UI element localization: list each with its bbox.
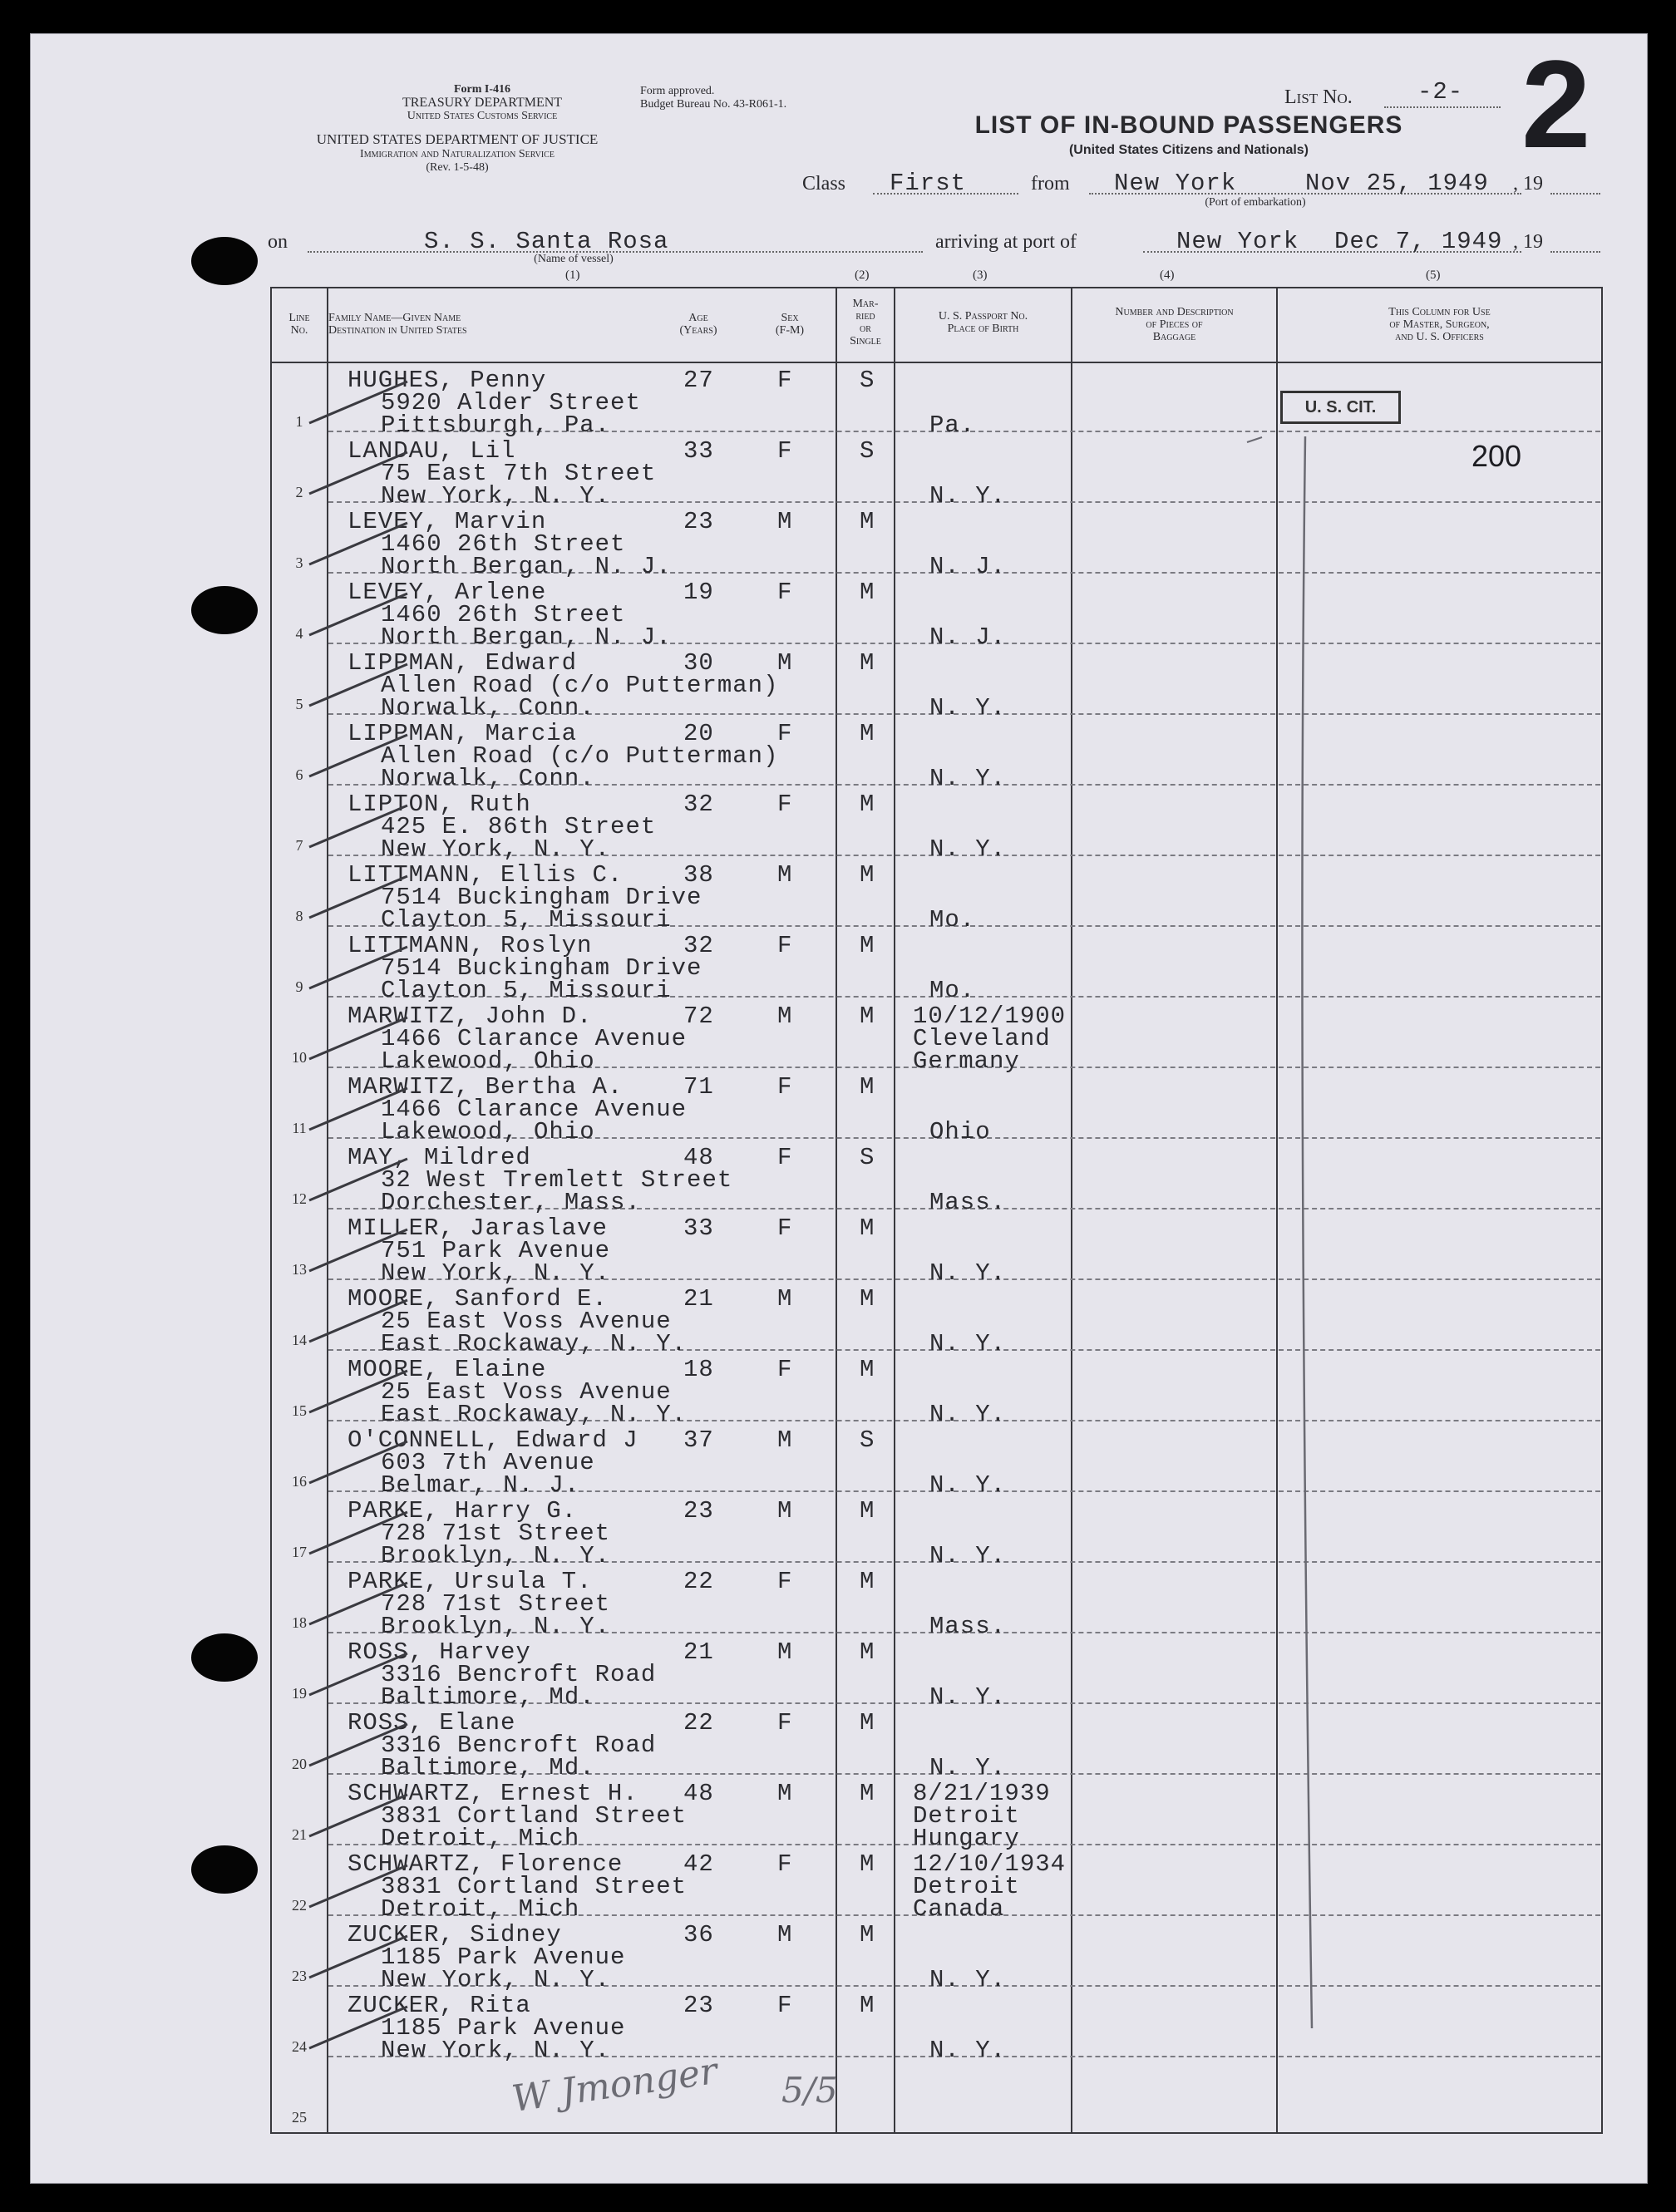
passenger-age: 36 — [683, 1921, 714, 1948]
passenger-age: 33 — [683, 1214, 714, 1242]
passenger-marital: M — [860, 1709, 875, 1737]
line-number: 9 — [295, 978, 303, 995]
place-of-birth: Ohio — [929, 1118, 991, 1145]
ins-service: Immigration and Naturalization Service — [360, 148, 555, 160]
place-of-birth: N. Y. — [929, 2037, 1007, 2064]
passenger-age: 42 — [683, 1850, 714, 1878]
us-citizen-stamp: U. S. CIT. — [1280, 391, 1401, 424]
passenger-address: 75 East 7th Street — [381, 460, 657, 487]
passenger-marital: M — [860, 861, 875, 889]
passenger-sex: M — [777, 1285, 793, 1313]
passenger-city: Lakewood, Ohio — [381, 1118, 595, 1145]
passenger-name: PARKE, Ursula T. — [348, 1568, 593, 1595]
passenger-city: North Bergan, N. J. — [381, 553, 672, 580]
passport-number: 12/10/1934 — [913, 1850, 1067, 1878]
place-of-birth: N. Y. — [929, 1401, 1007, 1428]
passenger-name: SCHWARTZ, Florence — [348, 1850, 624, 1878]
passport-place: Detroit — [913, 1802, 1020, 1830]
passenger-address: 1185 Park Avenue — [381, 2014, 626, 2042]
passenger-age: 30 — [683, 649, 714, 677]
passenger-sex: M — [777, 649, 793, 677]
passenger-name: ZUCKER, Rita — [348, 1992, 531, 2019]
passenger-name: LANDAU, Lil — [348, 437, 516, 465]
passenger-marital: M — [860, 1497, 875, 1525]
line-number: 8 — [295, 908, 303, 924]
col-num-2: (2) — [855, 268, 870, 282]
passenger-city: New York, N. Y. — [381, 482, 611, 510]
passenger-sex: F — [777, 579, 793, 606]
passenger-marital: S — [860, 367, 875, 394]
passenger-address: 425 E. 86th Street — [381, 813, 657, 840]
passenger-age: 33 — [683, 437, 714, 465]
col-num-4: (4) — [1160, 268, 1175, 282]
justice-dept: UNITED STATES DEPARTMENT OF JUSTICE — [316, 131, 599, 147]
passenger-sex: F — [777, 1356, 793, 1383]
passenger-name: LITTMANN, Roslyn — [348, 932, 593, 959]
place-of-birth: N. Y. — [929, 1683, 1007, 1711]
customs-service: United States Customs Service — [407, 110, 558, 122]
line-number: 10 — [292, 1049, 307, 1066]
place-of-birth: Germany — [913, 1047, 1020, 1075]
passenger-address: 1460 26th Street — [381, 530, 626, 558]
margin-note: 5/5 — [781, 2070, 838, 2111]
passenger-address: 603 7th Avenue — [381, 1449, 595, 1476]
passenger-marital: M — [860, 932, 875, 959]
form-title: LIST OF IN-BOUND PASSENGERS — [974, 111, 1403, 139]
class-label: Class — [802, 173, 846, 195]
passenger-name: ROSS, Elane — [348, 1709, 516, 1737]
header-baggage: Number and Description of Pieces of Baggage — [1115, 306, 1234, 343]
passenger-sex: M — [777, 1921, 793, 1948]
arrival-date: Dec 7, 1949 — [1334, 228, 1503, 255]
passenger-city: Detroit, Mich — [381, 1895, 580, 1923]
passenger-address: Allen Road (c/o Putterman) — [381, 672, 779, 699]
passenger-marital: S — [860, 437, 875, 465]
passenger-address: 1466 Clarance Avenue — [381, 1025, 688, 1052]
passenger-city: East Rockaway, N. Y. — [381, 1401, 688, 1428]
passenger-name: MOORE, Elaine — [348, 1356, 547, 1383]
passenger-name: PARKE, Harry G. — [348, 1497, 578, 1525]
passenger-marital: M — [860, 791, 875, 818]
passenger-marital: M — [860, 508, 875, 535]
passenger-city: Norwalk, Conn. — [381, 765, 595, 792]
place-of-birth: Pa. — [929, 411, 976, 439]
passenger-city: Brooklyn, N. Y. — [381, 1613, 611, 1640]
passenger-city: Norwalk, Conn. — [381, 694, 595, 722]
passenger-name: LIPTON, Ruth — [348, 791, 531, 818]
passenger-name: ZUCKER, Sidney — [348, 1921, 562, 1948]
passenger-marital: M — [860, 1003, 875, 1030]
passenger-city: Baltimore, Md. — [381, 1754, 595, 1781]
line-number: 14 — [292, 1332, 307, 1348]
passenger-city: North Bergan, N. J. — [381, 623, 672, 651]
line-number: 3 — [295, 554, 303, 571]
arriving-label: arriving at port of — [935, 231, 1077, 253]
vessel-name: S. S. Santa Rosa — [424, 228, 669, 255]
passenger-city: Belmar, N. J. — [381, 1471, 580, 1499]
header-age: Age (Years) — [679, 312, 717, 337]
passenger-sex: M — [777, 861, 793, 889]
form-subtitle: (United States Citizens and Nationals) — [1068, 143, 1309, 157]
passenger-marital: M — [860, 1214, 875, 1242]
passenger-sex: M — [777, 1497, 793, 1525]
line-number: 7 — [295, 837, 303, 854]
passenger-address: 25 East Voss Avenue — [381, 1308, 672, 1335]
passport-number: 10/12/1900 — [913, 1003, 1067, 1030]
line-number: 5 — [295, 696, 303, 712]
place-of-birth: N. Y. — [929, 1330, 1007, 1357]
line-number: 13 — [292, 1261, 307, 1278]
line-number: 24 — [292, 2038, 307, 2055]
line-number: 17 — [292, 1544, 307, 1560]
passenger-marital: M — [860, 1638, 875, 1666]
passenger-sex: F — [777, 1144, 793, 1171]
line-number: 2 — [295, 484, 303, 500]
passenger-age: 22 — [683, 1568, 714, 1595]
embark-date: Nov 25, 1949 — [1305, 170, 1489, 197]
passenger-name: LITTMANN, Ellis C. — [348, 861, 624, 889]
passenger-address: 25 East Voss Avenue — [381, 1378, 672, 1406]
passenger-name: MILLER, Jaraslave — [348, 1214, 608, 1242]
passenger-city: Brooklyn, N. Y. — [381, 1542, 611, 1569]
passenger-sex: F — [777, 1992, 793, 2019]
passenger-address: 1460 26th Street — [381, 601, 626, 628]
place-of-birth: Mo. — [929, 977, 976, 1004]
passenger-name: ROSS, Harvey — [348, 1638, 531, 1666]
approval: Form approved. — [640, 85, 715, 97]
passenger-marital: S — [860, 1426, 875, 1454]
passenger-city: East Rockaway, N. Y. — [381, 1330, 688, 1357]
passenger-city: Dorchester, Mass. — [381, 1189, 641, 1216]
header-line-no: Line No. — [288, 312, 310, 337]
year-suffix-2: , 19 — [1513, 231, 1543, 253]
embark-caption: (Port of embarkation) — [1205, 196, 1306, 209]
passenger-name: LEVEY, Arlene — [348, 579, 547, 606]
passenger-address: Allen Road (c/o Putterman) — [381, 742, 779, 770]
passenger-address: 3316 Bencroft Road — [381, 1732, 657, 1759]
passenger-city: Baltimore, Md. — [381, 1683, 595, 1711]
from-value: New York — [1114, 170, 1237, 197]
arrival-port: New York — [1176, 228, 1299, 255]
passenger-marital: M — [860, 579, 875, 606]
line-number: 1 — [295, 413, 303, 430]
passenger-age: 20 — [683, 720, 714, 747]
col-num-5: (5) — [1426, 268, 1441, 282]
header-sex: Sex (F-M) — [775, 312, 805, 337]
passenger-name: MARWITZ, John D. — [348, 1003, 593, 1030]
passenger-address: 3316 Bencroft Road — [381, 1661, 657, 1688]
passenger-sex: F — [777, 437, 793, 465]
passenger-name: MOORE, Sanford E. — [348, 1285, 608, 1313]
passenger-marital: M — [860, 1356, 875, 1383]
passenger-marital: M — [860, 1285, 875, 1313]
line-number: 15 — [292, 1402, 307, 1419]
passenger-sex: M — [777, 1003, 793, 1030]
passenger-city: Pittsburgh, Pa. — [381, 411, 611, 439]
passenger-sex: M — [777, 1638, 793, 1666]
header-name: Family Name—Given Name Destination in United States — [328, 312, 467, 337]
place-of-birth: N. Y. — [929, 1754, 1007, 1781]
col-num-3: (3) — [973, 268, 988, 282]
passenger-age: 38 — [683, 861, 714, 889]
passenger-age: 37 — [683, 1426, 714, 1454]
passenger-age: 71 — [683, 1073, 714, 1101]
on-label: on — [268, 231, 288, 253]
passenger-marital: M — [860, 1992, 875, 2019]
place-of-birth: Hungary — [913, 1825, 1020, 1852]
line-number: 19 — [292, 1685, 307, 1702]
col-num-1: (1) — [565, 268, 580, 282]
line-number: 4 — [295, 625, 303, 642]
passenger-name: LIPPMAN, Edward — [348, 649, 578, 677]
passenger-age: 23 — [683, 1497, 714, 1525]
passenger-city: New York, N. Y. — [381, 835, 611, 863]
line-number: 20 — [292, 1756, 307, 1772]
passenger-city: Clayton 5, Missouri — [381, 906, 672, 934]
passenger-sex: F — [777, 1214, 793, 1242]
line-number: 11 — [292, 1120, 307, 1136]
passenger-sex: F — [777, 1709, 793, 1737]
inspector-signature: W Jmonger — [509, 2049, 720, 2121]
passenger-age: 48 — [683, 1780, 714, 1807]
place-of-birth: N. Y. — [929, 694, 1007, 722]
from-label: from — [1031, 173, 1070, 195]
passenger-age: 23 — [683, 1992, 714, 2019]
passenger-marital: M — [860, 1073, 875, 1101]
treasury-dept: TREASURY DEPARTMENT — [402, 96, 563, 110]
line-number: 22 — [292, 1897, 307, 1914]
passenger-address: 728 71st Street — [381, 1590, 611, 1618]
line-number: 25 — [292, 2109, 307, 2126]
passenger-name: O'CONNELL, Edward J — [348, 1426, 638, 1454]
place-of-birth: N. Y. — [929, 835, 1007, 863]
line-number: 18 — [292, 1614, 307, 1631]
passenger-sex: M — [777, 1426, 793, 1454]
passenger-age: 19 — [683, 579, 714, 606]
passenger-address: 1466 Clarance Avenue — [381, 1096, 688, 1123]
passport-place: Detroit — [913, 1873, 1020, 1900]
passenger-age: 21 — [683, 1638, 714, 1666]
passenger-name: HUGHES, Penny — [348, 367, 547, 394]
passenger-address: 7514 Buckingham Drive — [381, 954, 702, 982]
header-passport: U. S. Passport No. Place of Birth — [938, 310, 1028, 335]
passenger-sex: F — [777, 1850, 793, 1878]
place-of-birth: Mass. — [929, 1189, 1007, 1216]
line-number: 12 — [292, 1190, 307, 1207]
passenger-sex: M — [777, 508, 793, 535]
list-no-label: List No. — [1284, 86, 1353, 108]
list-no-value: -2- — [1417, 78, 1464, 106]
class-value: First — [890, 170, 967, 197]
passenger-sex: F — [777, 791, 793, 818]
header-married: Mar- ried or Single — [850, 298, 881, 347]
line-number: 21 — [292, 1826, 307, 1843]
passenger-age: 23 — [683, 508, 714, 535]
passenger-name: MAY, Mildred — [348, 1144, 531, 1171]
passport-number: 8/21/1939 — [913, 1780, 1051, 1807]
passenger-sex: M — [777, 1780, 793, 1807]
place-of-birth: N. Y. — [929, 1471, 1007, 1499]
passenger-sex: F — [777, 720, 793, 747]
passenger-marital: M — [860, 649, 875, 677]
passenger-sex: F — [777, 1568, 793, 1595]
passenger-marital: M — [860, 1780, 875, 1807]
line-number: 6 — [295, 766, 303, 783]
passenger-address: 1185 Park Avenue — [381, 1944, 626, 1971]
passenger-age: 32 — [683, 932, 714, 959]
passenger-address: 32 West Tremlett Street — [381, 1166, 733, 1194]
place-of-birth: N. Y. — [929, 482, 1007, 510]
line-number: 16 — [292, 1473, 307, 1490]
passenger-address: 751 Park Avenue — [381, 1237, 611, 1264]
passenger-age: 48 — [683, 1144, 714, 1171]
list-big-number: 2 — [1521, 34, 1591, 174]
form-number: Form I-416 — [453, 83, 511, 96]
place-of-birth: Canada — [913, 1895, 1005, 1923]
passenger-address: 7514 Buckingham Drive — [381, 884, 702, 911]
passenger-sex: F — [777, 1073, 793, 1101]
passenger-age: 21 — [683, 1285, 714, 1313]
place-of-birth: Mo. — [929, 906, 976, 934]
passenger-marital: M — [860, 1921, 875, 1948]
passport-place: Cleveland — [913, 1025, 1051, 1052]
budget-bureau: Budget Bureau No. 43-R061-1. — [640, 98, 787, 111]
place-of-birth: N. Y. — [929, 1259, 1007, 1287]
place-of-birth: N. Y. — [929, 1542, 1007, 1569]
passenger-marital: M — [860, 1568, 875, 1595]
passenger-name: MARWITZ, Bertha A. — [348, 1073, 624, 1101]
passenger-marital: S — [860, 1144, 875, 1171]
passenger-city: New York, N. Y. — [381, 2037, 611, 2064]
revision: (Rev. 1-5-48) — [426, 161, 489, 174]
passenger-sex: F — [777, 367, 793, 394]
place-of-birth: N. J. — [929, 623, 1007, 651]
passenger-age: 18 — [683, 1356, 714, 1383]
vessel-caption: (Name of vessel) — [534, 253, 614, 265]
passenger-city: Clayton 5, Missouri — [381, 977, 672, 1004]
passenger-address: 3831 Cortland Street — [381, 1802, 688, 1830]
passenger-age: 32 — [683, 791, 714, 818]
passenger-marital: M — [860, 720, 875, 747]
passenger-city: New York, N. Y. — [381, 1966, 611, 1993]
passenger-address: 3831 Cortland Street — [381, 1873, 688, 1900]
stamp-number: 200 — [1471, 439, 1522, 473]
place-of-birth: N. Y. — [929, 1966, 1007, 1993]
passenger-age: 72 — [683, 1003, 714, 1030]
line-number: 23 — [292, 1968, 307, 1984]
passenger-address: 728 71st Street — [381, 1520, 611, 1547]
passenger-age: 27 — [683, 367, 714, 394]
year-suffix: , 19 — [1513, 173, 1543, 195]
place-of-birth: N. J. — [929, 553, 1007, 580]
passenger-marital: M — [860, 1850, 875, 1878]
passenger-name: LIPPMAN, Marcia — [348, 720, 578, 747]
passenger-city: New York, N. Y. — [381, 1259, 611, 1287]
place-of-birth: N. Y. — [929, 765, 1007, 792]
passenger-sex: F — [777, 932, 793, 959]
header-officers: This Column for Use of Master, Surgeon, and U. S. Officers — [1388, 306, 1491, 343]
passenger-city: Lakewood, Ohio — [381, 1047, 595, 1075]
passenger-address: 5920 Alder Street — [381, 389, 641, 416]
passenger-city: Detroit, Mich — [381, 1825, 580, 1852]
passenger-name: SCHWARTZ, Ernest H. — [348, 1780, 638, 1807]
place-of-birth: Mass. — [929, 1613, 1007, 1640]
passenger-age: 22 — [683, 1709, 714, 1737]
passenger-name: LEVEY, Marvin — [348, 508, 547, 535]
